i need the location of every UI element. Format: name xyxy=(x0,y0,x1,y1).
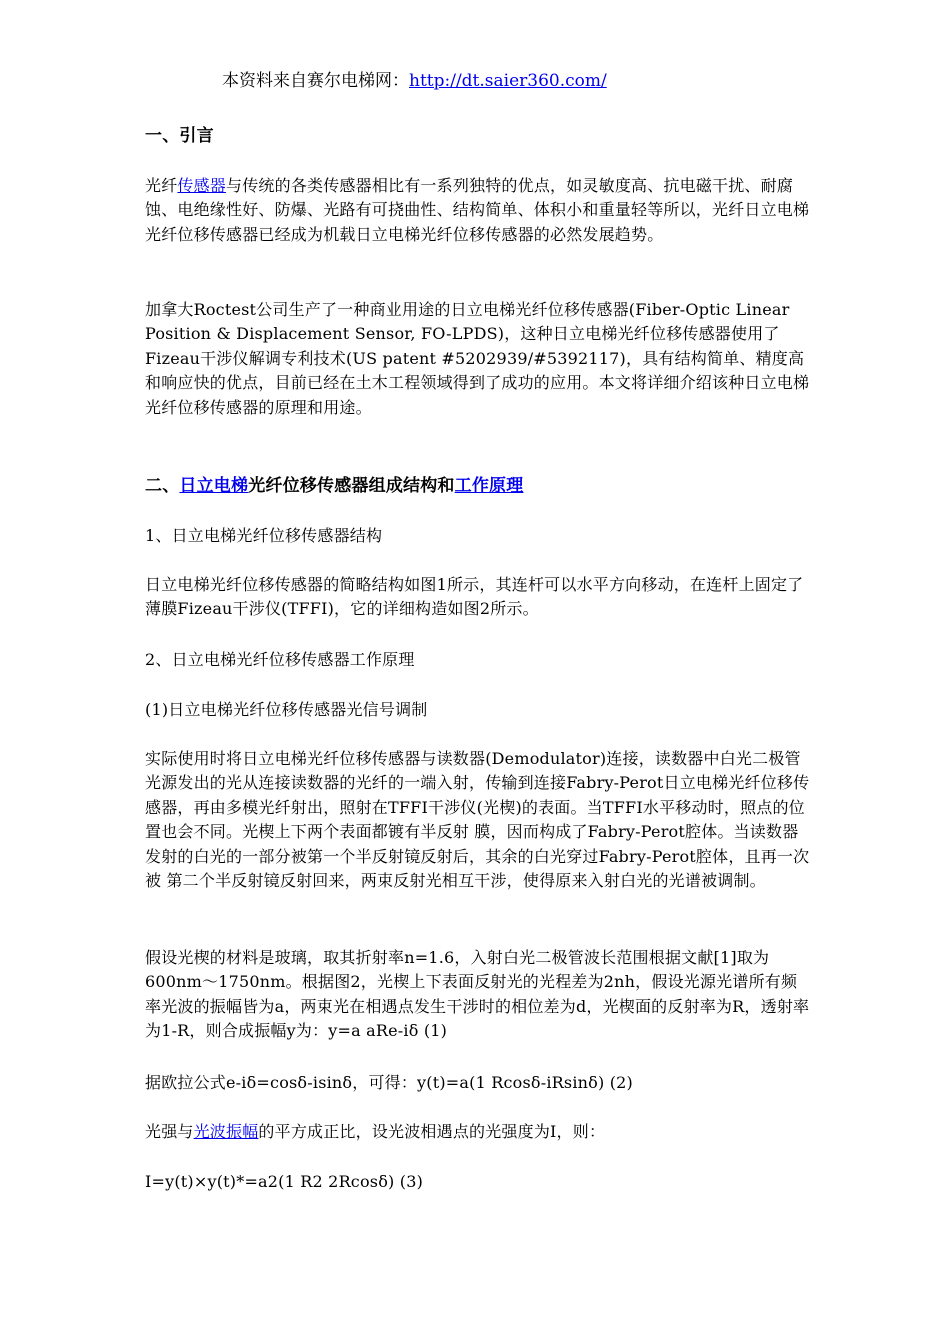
working-principle-link[interactable]: 工作原理 xyxy=(454,476,524,496)
text-span: 与传统的各类传感器相比有一系列独特的优点，如灵敏度高、抗电磁干扰、耐腐蚀、电绝缘性好、防爆、光路有可挠曲性、结构简单、体积小和重量轻等所以，光纤日立电梯光纤位移传感器已经成为机载日立电梯光纤位移传感器的必然发展趋势。 xyxy=(145,176,810,244)
subheading-signal-modulation: (1)日立电梯光纤位移传感器光信号调制 xyxy=(145,700,428,719)
subheading-working-principle: 2、日立电梯光纤位移传感器工作原理 xyxy=(145,650,415,669)
source-link[interactable]: http://dt.saier360.com/ xyxy=(409,71,607,91)
section-title-introduction: 一、引言 xyxy=(145,126,214,146)
paragraph-modulation-process: 实际使用时将日立电梯光纤位移传感器与读数器(Demodulator)连接，读数器中白光二极管光源发出的光从连接读数器的光纤的一端入射，传输到连接Fabry-Perot日立电梯光纤位移传感器，再由多模光纤射出，照射在TFFI干涉仪(光楔)的表面。当TFFI水平移动时，照点的位置也会不同。光楔上下两个表面都镀有半反射 膜，因而构成了Fabry-Perot腔体。当读数器发射的白光的一部分被第一个半反射镜反射后，其余的白光穿过Fabry-Perot腔体，且再一次被 第二个半反射镜反射回来，两束反射光相互干涉，使得原来入射白光的光谱被调制。 xyxy=(145,749,810,891)
paragraph-roctest: 加拿大Roctest公司生产了一种商业用途的日立电梯光纤位移传感器(Fiber-Optic Linear Position & Displacement Sensor, FO-LPDS)，这种日立电梯光纤位移传感器使用了Fizeau干涉仪解调专利技术(US patent #5202939/#5392117)，具有结构简单、精度高和响应快的优点，目前已经在土木工程领域得到了成功的应用。本文将详细介绍该种日立电梯光纤位移传感器的原理和用途。 xyxy=(145,300,810,417)
equation-3: I=y(t)×y(t)*=a2(1 R2 2Rcosδ) (3) xyxy=(145,1172,424,1191)
sensor-link[interactable]: 传感器 xyxy=(177,176,227,195)
section-title-structure-principle xyxy=(145,474,811,498)
paragraph-assumptions: 假设光楔的材料是玻璃，取其折射率n=1.6，入射白光二极管波长范围根据文献[1]取为600nm～1750nm。根据图2，光楔上下表面反射光的光程差为2nh，假设光源光谱所有频率光波的振幅皆为a，两束光在相遇点发生干涉时的相位差为d，光楔面的反射率为R，透射率为1-R，则合成振幅y为：y=a aRe-iδ (1) xyxy=(145,948,810,1041)
text-span: 二、 xyxy=(145,476,180,496)
source-header xyxy=(222,70,607,92)
paragraph-structure-description: 日立电梯光纤位移传感器的简略结构如图1所示，其连杆可以水平方向移动，在连杆上固定了薄膜Fizeau干涉仪(TFFI)，它的详细构造如图2所示。 xyxy=(145,575,804,619)
text-span: 光纤 xyxy=(145,176,178,195)
header-prefix: 本资料来自赛尔电梯网： xyxy=(222,71,409,91)
hitachi-elevator-link[interactable]: 日立电梯 xyxy=(179,476,249,496)
wave-amplitude-link[interactable]: 光波振幅 xyxy=(193,1122,259,1141)
text-span: 光强与 xyxy=(145,1122,194,1141)
text-span: 光纤位移传感器组成结构和 xyxy=(248,476,455,496)
paragraph-euler-formula: 据欧拉公式e-iδ=cosδ-isinδ，可得：y(t)=a(1 Rcosδ-iRsinδ) (2) xyxy=(145,1073,633,1092)
text-span: 的平方成正比，设光波相遇点的光强度为I，则： xyxy=(258,1122,606,1141)
subheading-structure: 1、日立电梯光纤位移传感器结构 xyxy=(145,526,383,545)
paragraph-light-intensity xyxy=(145,1120,811,1144)
paragraph-intro-advantages xyxy=(145,174,811,247)
